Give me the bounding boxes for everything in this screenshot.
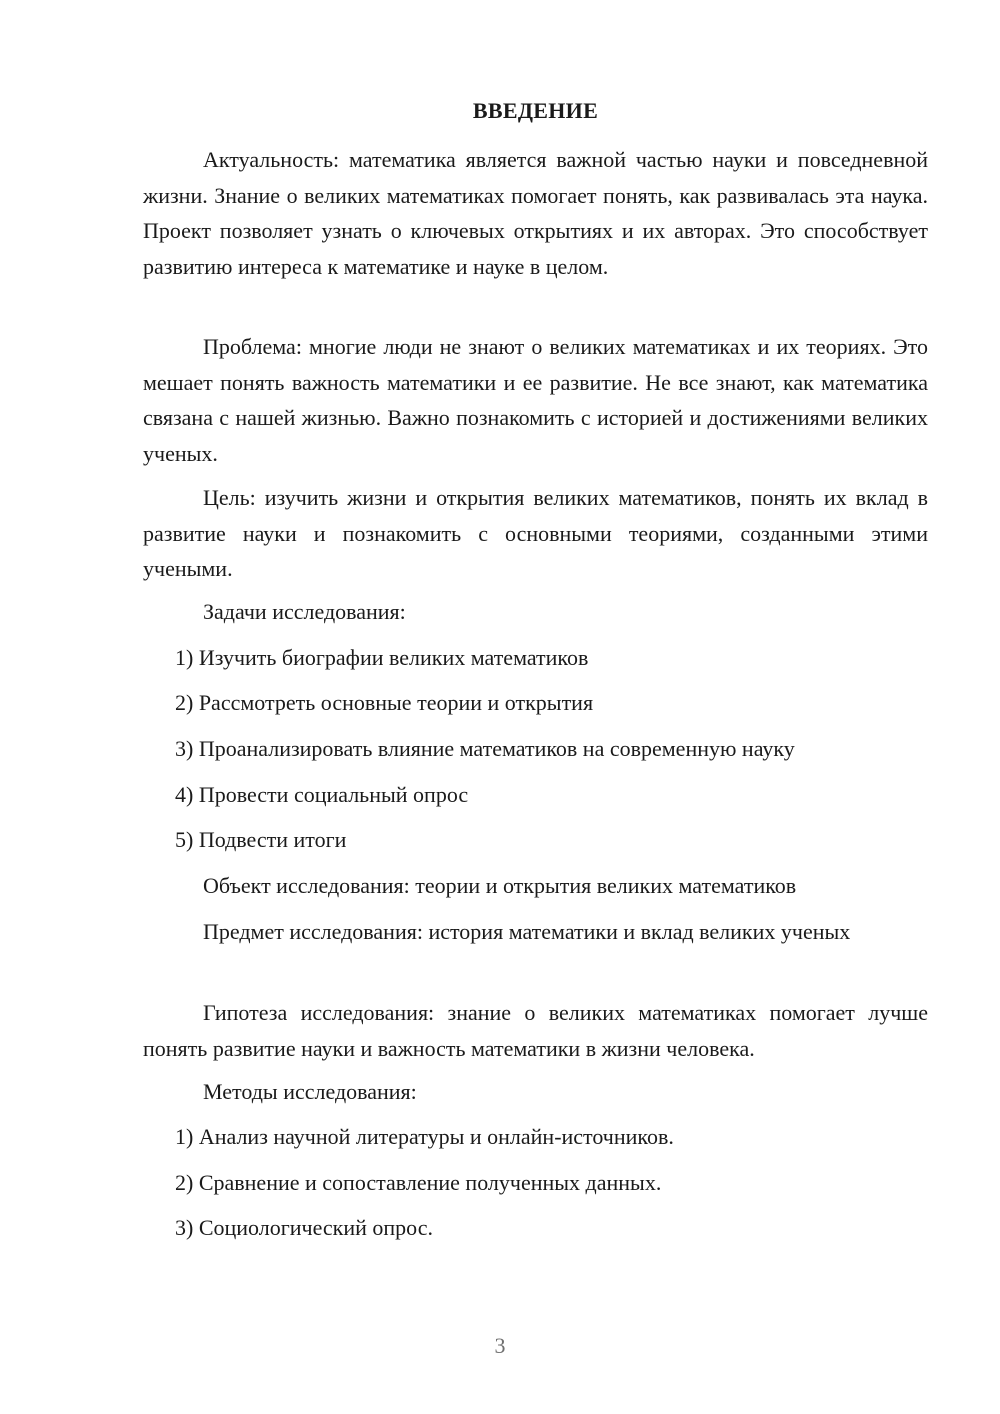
task-item: 2) Рассмотреть основные теории и открытия bbox=[175, 690, 594, 715]
relevance-paragraph: Актуальность: математика является важной частью науки и повседневной жизни. Знание о великих математиках помогает понять, как развивалась эта наука. Проект позволяет узнать о ключевых открытиях и их авторах. Это способствует развитию интереса к математике и науке в целом. bbox=[143, 147, 928, 279]
method-item: 1) Анализ научной литературы и онлайн-источников. bbox=[175, 1124, 674, 1149]
task-item: 5) Подвести итоги bbox=[175, 827, 347, 852]
object-line: Объект исследования: теории и открытия великих математиков bbox=[203, 873, 797, 898]
page-number: 3 bbox=[494, 1333, 506, 1358]
task-item: 3) Проанализировать влияние математиков на современную науку bbox=[175, 736, 795, 761]
page-title: ВВЕДЕНИЕ bbox=[472, 98, 599, 123]
problem-paragraph: Проблема: многие люди не знают о великих математиках и их теориях. Это мешает понять важность математики и ее развитие. Не все знают, как математика связана с нашей жизнью. Важно познакомить с историей и достижениями великих ученых. bbox=[143, 334, 928, 466]
goal-paragraph: Цель: изучить жизни и открытия великих математиков, понять их вклад в развитие науки и познакомить с основными теориями, созданными этими учеными. bbox=[143, 485, 928, 581]
hypothesis-paragraph: Гипотеза исследования: знание о великих математиках помогает лучше понять развитие науки и важность математики в жизни человека. bbox=[143, 1000, 928, 1061]
methods-heading: Методы исследования: bbox=[203, 1079, 417, 1104]
method-item: 2) Сравнение и сопоставление полученных данных. bbox=[175, 1170, 662, 1195]
task-item: 4) Провести социальный опрос bbox=[175, 782, 469, 807]
task-item: 1) Изучить биографии великих математиков bbox=[175, 645, 589, 670]
method-item: 3) Социологический опрос. bbox=[175, 1215, 433, 1240]
subject-paragraph: Предмет исследования: история математики и вклад великих ученых bbox=[203, 919, 851, 944]
tasks-heading: Задачи исследования: bbox=[203, 599, 406, 624]
